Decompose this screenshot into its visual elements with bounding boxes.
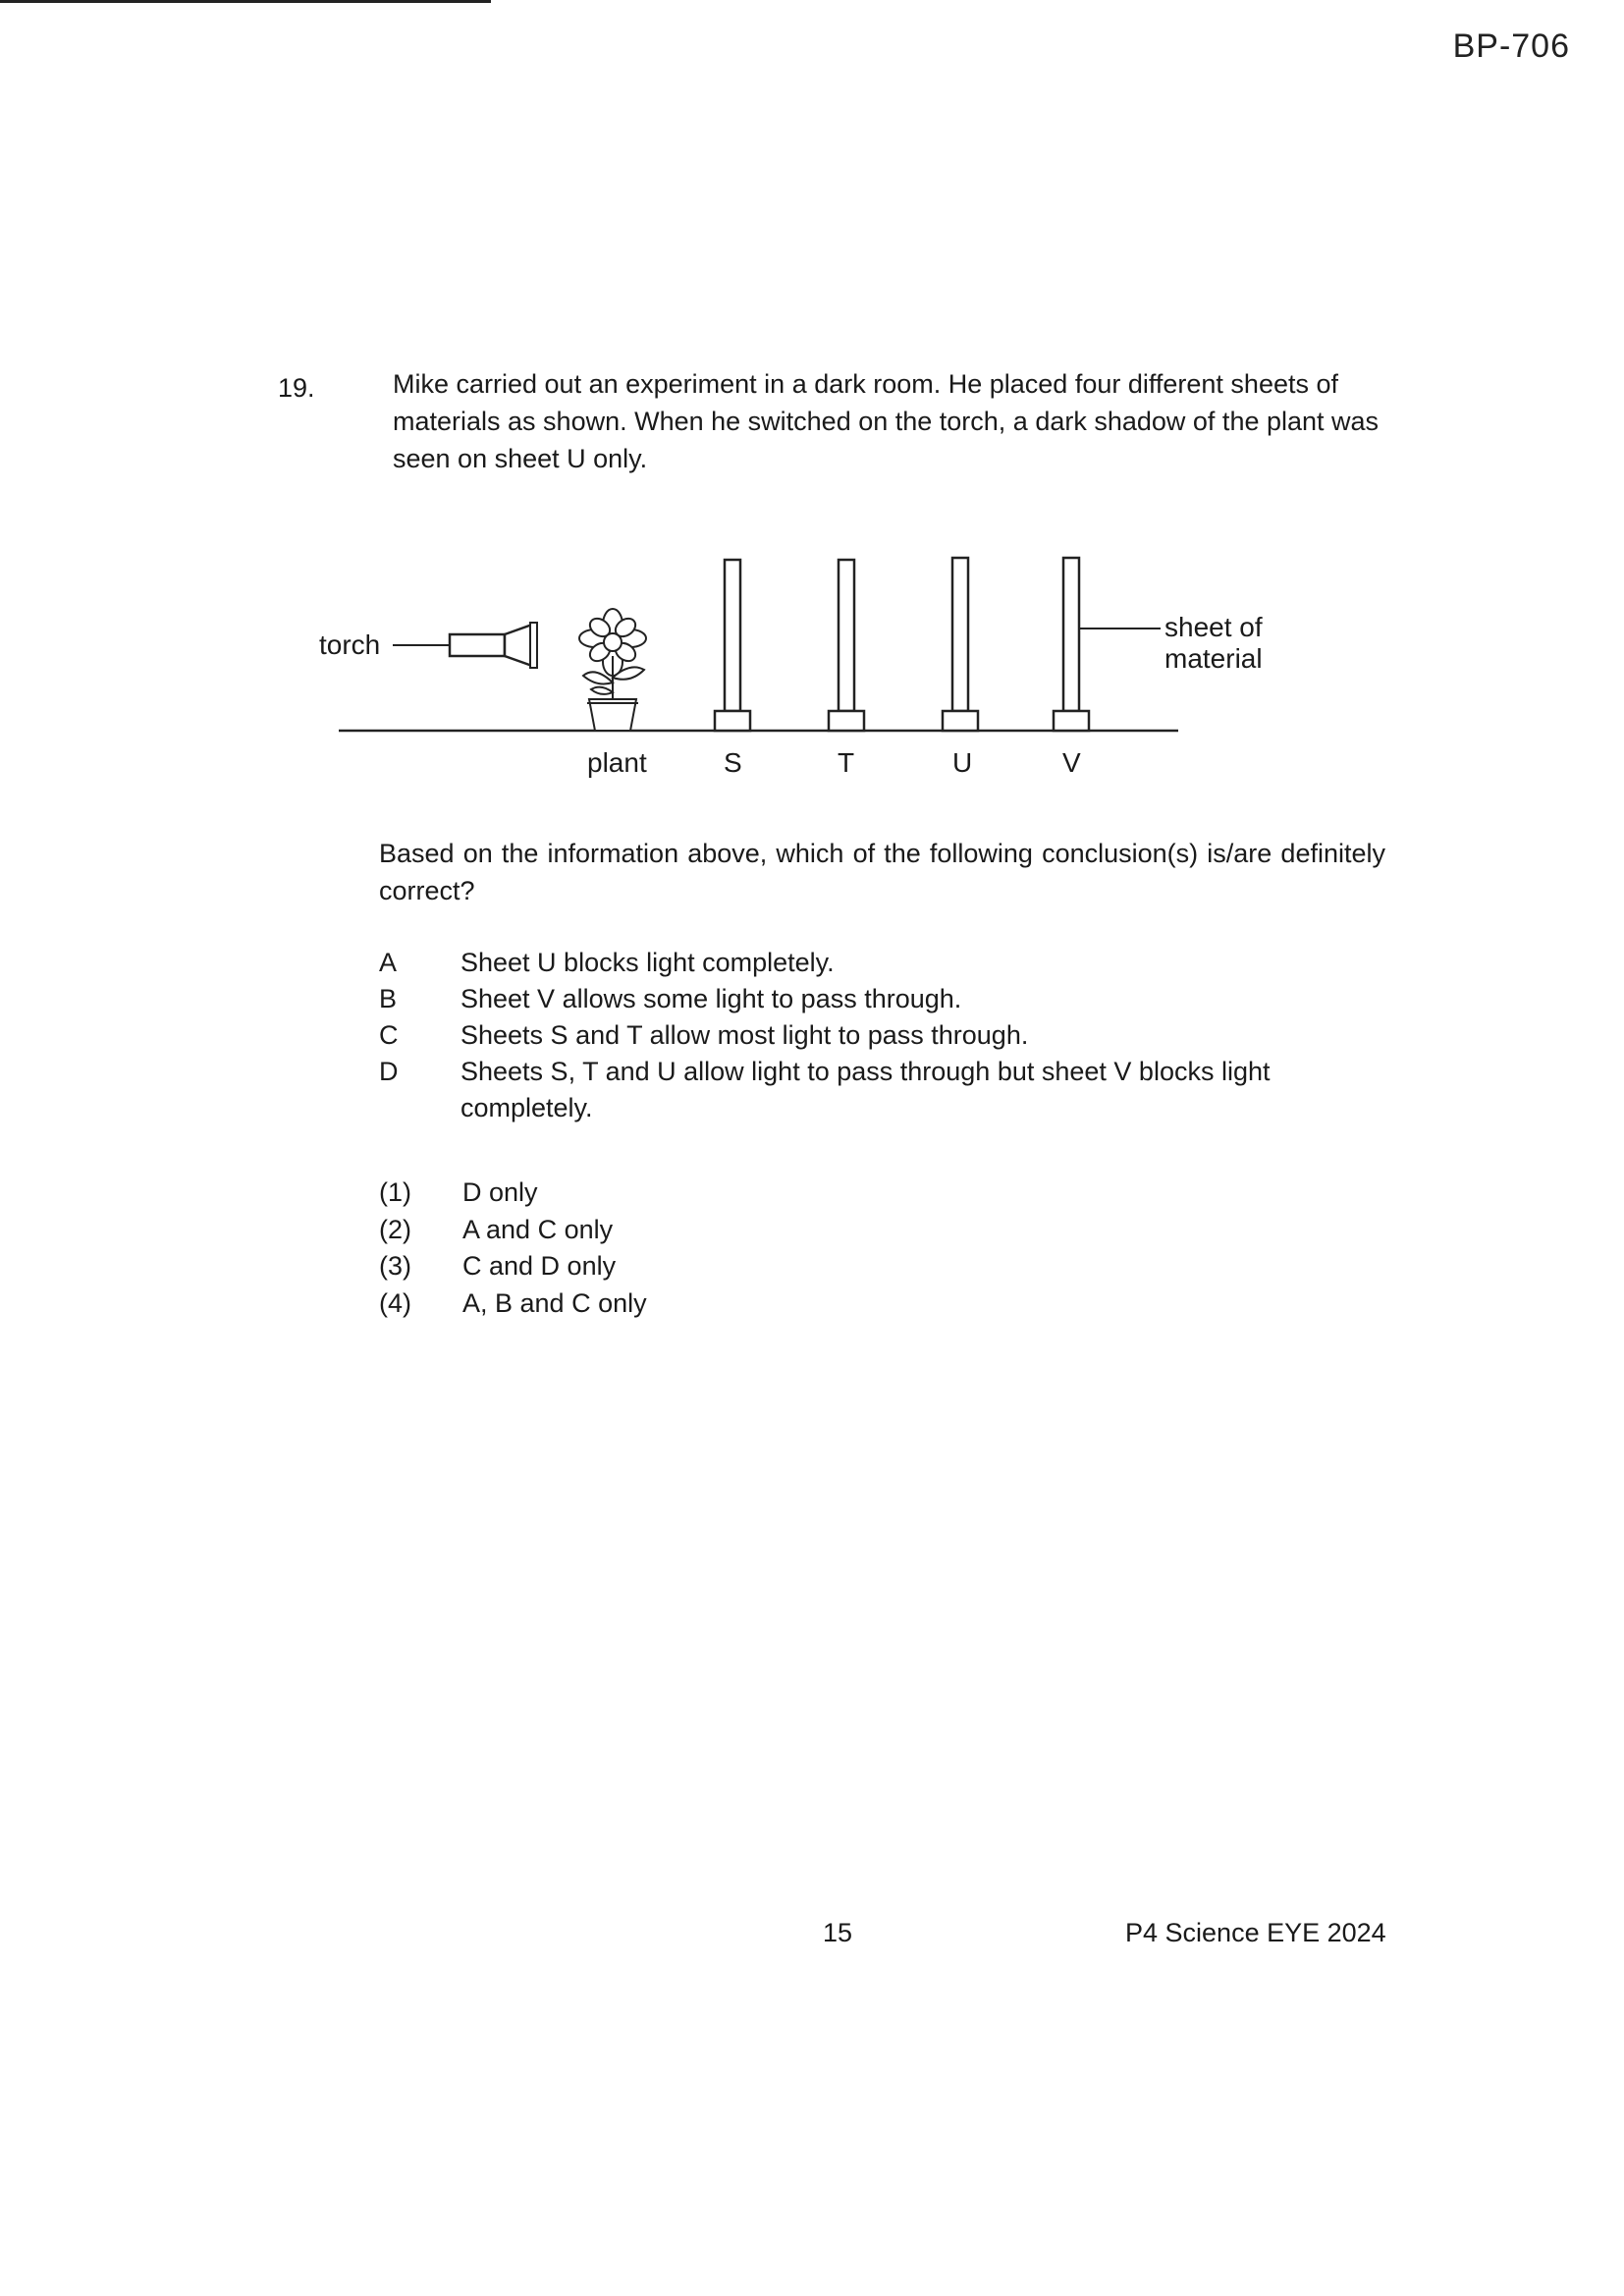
- experiment-diagram: [304, 540, 1306, 786]
- answer-options: [379, 1175, 647, 1322]
- option-number: (3): [379, 1251, 411, 1281]
- option-text: A and C only: [462, 1214, 614, 1244]
- sheet-t: [829, 560, 864, 731]
- torch-icon: [450, 623, 537, 668]
- question-prompt: Based on the information above, which of the following conclusion(s) is/are definitely correct?: [379, 839, 1385, 905]
- statement-letter: A: [379, 948, 398, 977]
- page-number: 15: [823, 1918, 853, 1947]
- question-number: 19.: [278, 373, 315, 403]
- sheet-label-v: V: [1062, 747, 1081, 778]
- plant-label: plant: [587, 747, 647, 778]
- answer-option[interactable]: [379, 1175, 647, 1212]
- exam-title: P4 Science EYE 2024: [1125, 1918, 1386, 1947]
- statement-letter: B: [379, 984, 398, 1013]
- option-number: (2): [379, 1214, 411, 1244]
- question-stem: Mike carried out an experiment in a dark room. He placed four different sheets of materials as shown. When he switched on the torch, a dark shadow of the plant was seen on sheet U only.: [393, 369, 1380, 473]
- option-number: (1): [379, 1177, 411, 1207]
- sheet-s: [715, 560, 750, 731]
- paper-code: BP-706: [1452, 27, 1570, 65]
- sheet-label-line2: material: [1164, 643, 1263, 674]
- option-text: D only: [462, 1177, 538, 1207]
- plant-icon: [579, 609, 646, 731]
- sheet-v: [1054, 558, 1089, 731]
- sheet-label-line1: sheet of: [1164, 612, 1263, 642]
- sheet-label-s: S: [724, 747, 742, 778]
- answer-option[interactable]: [379, 1285, 647, 1323]
- statement-item: [379, 1017, 1361, 1054]
- statement-text: Sheet U blocks light completely.: [460, 948, 835, 977]
- statement-text: Sheets S and T allow most light to pass through.: [460, 1020, 1029, 1050]
- sheet-label-u: U: [952, 747, 973, 778]
- statement-text: Sheets S, T and U allow light to pass through but sheet V blocks light completely.: [460, 1057, 1271, 1122]
- statement-item: [379, 945, 1361, 981]
- statement-letter: D: [379, 1057, 399, 1086]
- statement-text: Sheet V allows some light to pass through.: [460, 984, 962, 1013]
- sheet-u: [943, 558, 978, 731]
- option-number: (4): [379, 1287, 411, 1318]
- statement-letter: C: [379, 1020, 399, 1050]
- statement-item: [379, 1054, 1361, 1126]
- option-text: C and D only: [462, 1251, 617, 1281]
- statement-item: [379, 981, 1361, 1017]
- top-rule: [0, 0, 491, 3]
- answer-option[interactable]: [379, 1248, 647, 1285]
- statement-list: [379, 945, 1361, 1126]
- answer-option[interactable]: [379, 1212, 647, 1249]
- sheet-label-t: T: [838, 747, 855, 778]
- torch-label: torch: [319, 629, 381, 660]
- option-text: A, B and C only: [462, 1287, 647, 1318]
